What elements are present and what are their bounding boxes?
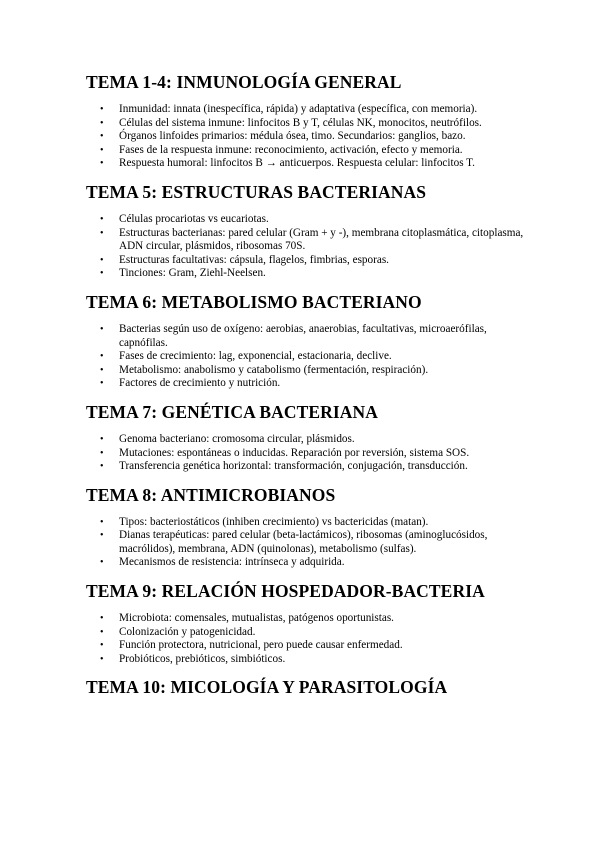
bullet-list [86,433,529,474]
list-item: • Tipos: bacteriostáticos (inhiben crecimiento) vs bactericidas (matan). [86,516,529,530]
bullet-list [86,516,529,570]
list-item: • Transferencia genética horizontal: transformación, conjugación, transducción. [86,460,529,474]
section-tema-7 [86,400,529,474]
section-tema-6 [86,290,529,391]
section-tema-5 [86,180,529,281]
section-heading: TEMA 5: ESTRUCTURAS BACTERIANAS [86,181,427,202]
section-tema-10 [86,675,529,699]
section-heading: TEMA 8: ANTIMICROBIANOS [86,484,336,505]
bullet-list [86,213,529,281]
list-item: • Dianas terapéuticas: pared celular (beta-lactámicos), ribosomas (aminoglucósidos, macrólidos), membrana, ADN (quinolonas), metabolismo (sulfas). [86,529,529,556]
list-item: • Mecanismos de resistencia: intrínseca y adquirida. [86,556,529,570]
list-item: • Respuesta humoral: linfocitos B → anticuerpos. Respuesta celular: linfocitos T. [86,157,529,171]
section-tema-9 [86,579,529,666]
bullet-list [86,323,529,391]
list-item: • Mutaciones: espontáneas o inducidas. Reparación por reversión, sistema SOS. [86,447,529,461]
list-item: • Función protectora, nutricional, pero puede causar enfermedad. [86,639,529,653]
list-item: • Microbiota: comensales, mutualistas, patógenos oportunistas. [86,612,529,626]
list-item: • Estructuras facultativas: cápsula, flagelos, fimbrias, esporas. [86,254,529,268]
list-item: • Estructuras bacterianas: pared celular (Gram + y -), membrana citoplasmática, citoplasma, ADN circular, plásmidos, ribosomas 70S. [86,227,529,254]
section-tema-1-4 [86,70,529,171]
list-item: • Células procariotas vs eucariotas. [86,213,529,227]
list-item: • Inmunidad: innata (inespecífica, rápida) y adaptativa (específica, con memoria). [86,103,529,117]
list-item: • Fases de crecimiento: lag, exponencial, estacionaria, declive. [86,350,529,364]
list-item: • Órganos linfoides primarios: médula ósea, timo. Secundarios: ganglios, bazo. [86,130,529,144]
list-item: • Células del sistema inmune: linfocitos B y T, células NK, monocitos, neutrófilos. [86,117,529,131]
list-item: • Bacterias según uso de oxígeno: aerobias, anaerobias, facultativas, microaerófilas, capnófilas. [86,323,529,350]
list-item: • Colonización y patogenicidad. [86,626,529,640]
list-item: • Factores de crecimiento y nutrición. [86,377,529,391]
bullet-list [86,103,529,171]
section-heading: TEMA 1-4: INMUNOLOGÍA GENERAL [86,72,402,92]
list-item: • Tinciones: Gram, Ziehl-Neelsen. [86,267,529,281]
list-item: • Genoma bacteriano: cromosoma circular, plásmidos. [86,433,529,447]
section-heading: TEMA 10: MICOLOGÍA Y PARASITOLOGÍA [86,677,448,698]
section-heading: TEMA 9: RELACIÓN HOSPEDADOR-BACTERIA [86,581,485,602]
list-item: • Fases de la respuesta inmune: reconocimiento, activación, efecto y memoria. [86,144,529,158]
list-item: • Metabolismo: anabolismo y catabolismo (fermentación, respiración). [86,364,529,378]
section-heading: TEMA 7: GENÉTICA BACTERIANA [86,401,378,422]
section-heading: TEMA 6: METABOLISMO BACTERIANO [86,291,422,312]
section-tema-8 [86,483,529,570]
bullet-list [86,612,529,666]
list-item: • Probióticos, prebióticos, simbióticos. [86,653,529,667]
